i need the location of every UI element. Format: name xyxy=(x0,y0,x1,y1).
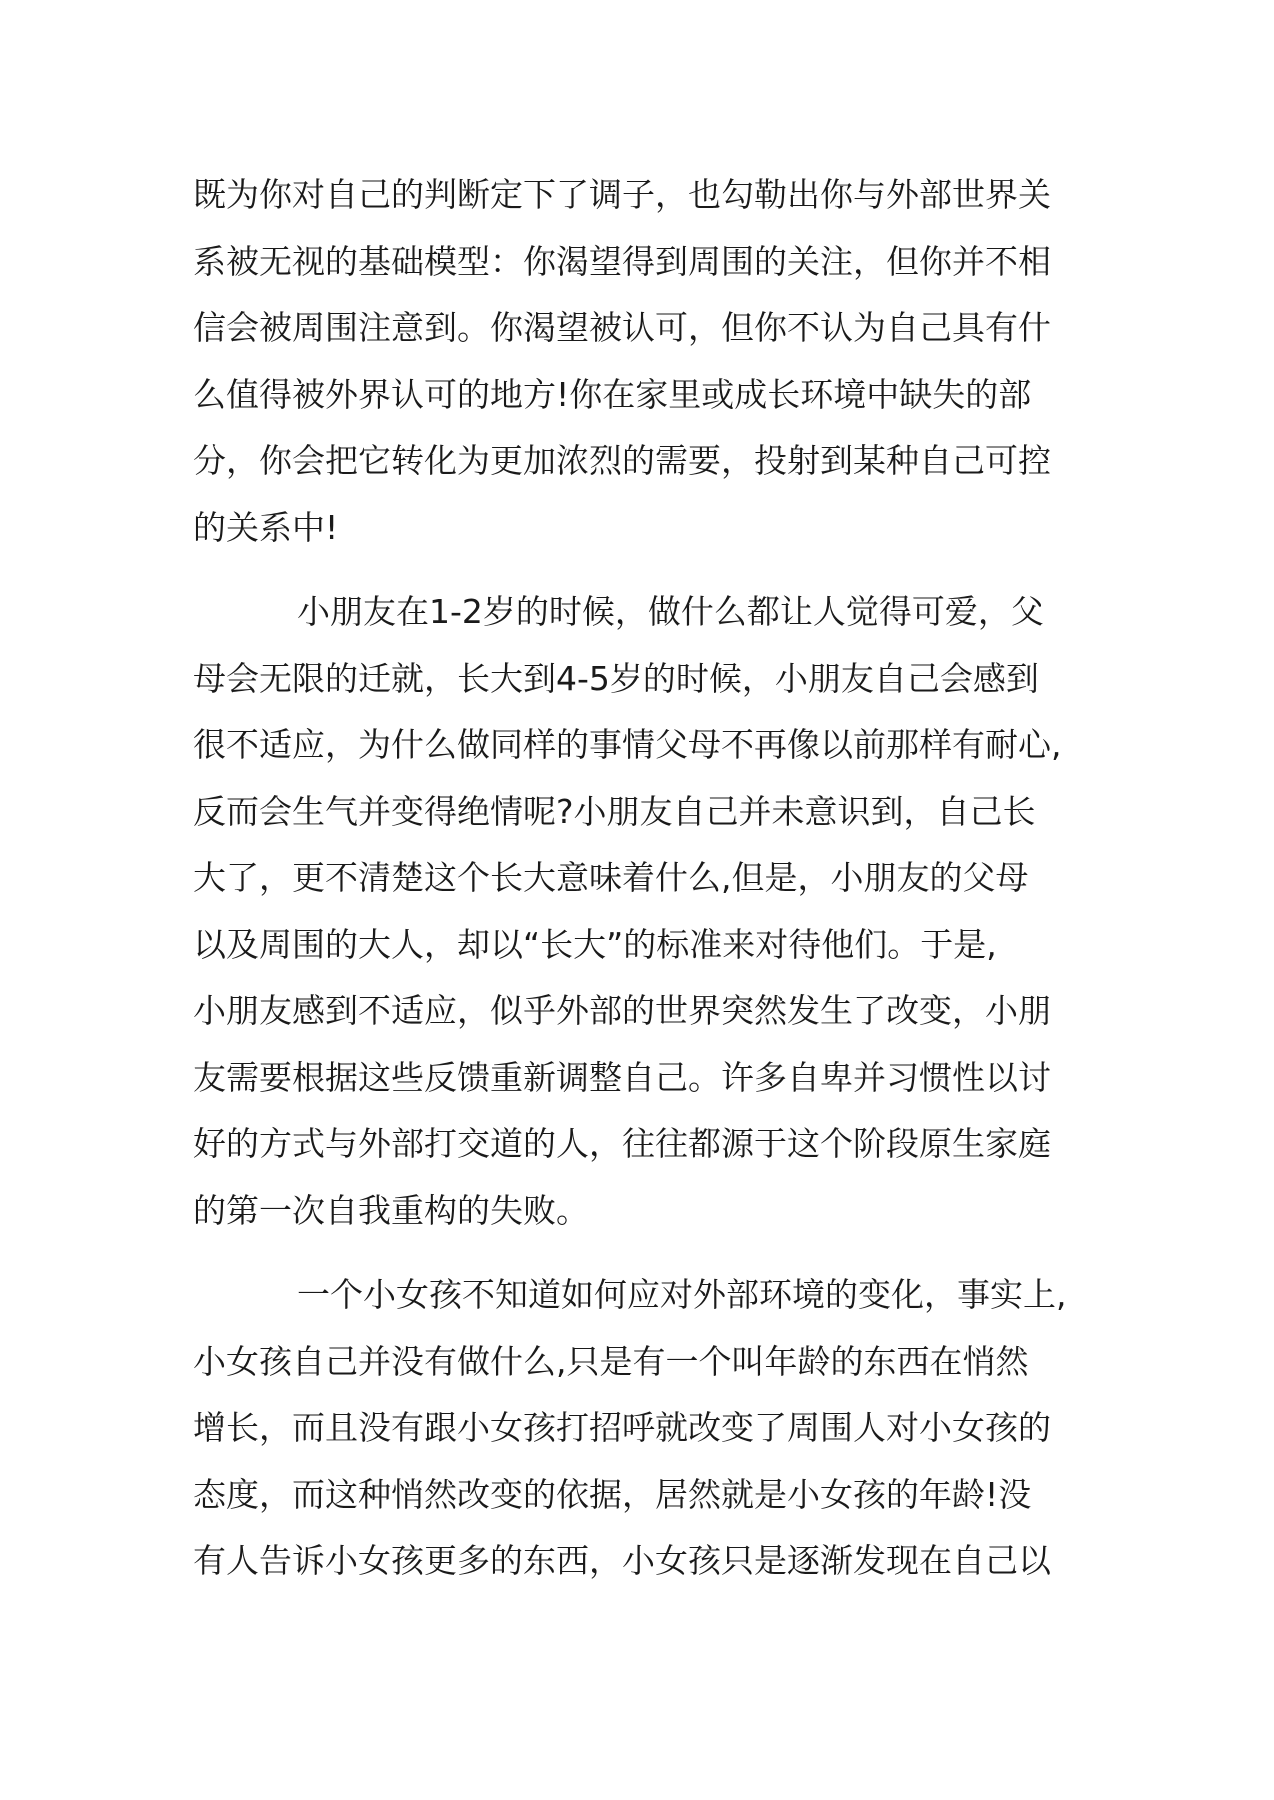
text-line: 的关系中! xyxy=(193,507,339,547)
text-line: 母会无限的迁就，长大到4-5岁的时候，小朋友自己会感到 xyxy=(193,658,1039,698)
text-line: 么值得被外界认可的地方!你在家里或成长环境中缺失的部 xyxy=(193,374,1032,414)
text-line: 好的方式与外部打交道的人，往往都源于这个阶段原生家庭 xyxy=(193,1124,1051,1163)
text-line: 的第一次自我重构的失败。 xyxy=(193,1190,589,1230)
text-line: 有人告诉小女孩更多的东西，小女孩只是逐渐发现在自己以 xyxy=(193,1541,1051,1580)
text-line: 很不适应，为什么做同样的事情父母不再像以前那样有耐心, xyxy=(193,725,1062,764)
paragraph-1 xyxy=(193,162,1093,561)
text-line: 态度，而这种悄然改变的依据，居然就是小女孩的年龄!没 xyxy=(193,1474,1032,1514)
text-line-first: 小朋友在1-2岁的时候，做什么都让人觉得可爱，父 xyxy=(297,592,1044,631)
paragraph-2 xyxy=(193,579,1093,1244)
text-line: 大了，更不清楚这个长大意味着什么,但是，小朋友的父母 xyxy=(193,858,1029,897)
text-line: 反而会生气并变得绝情呢?小朋友自己并未意识到，自己长 xyxy=(193,791,1036,831)
text-line: 以及周围的大人，却以“长大”的标准来对待他们。于是, xyxy=(193,924,997,964)
text-line: 增长，而且没有跟小女孩打招呼就改变了周围人对小女孩的 xyxy=(193,1408,1051,1447)
text-line-first: 一个小女孩不知道如何应对外部环境的变化，事实上, xyxy=(297,1275,1067,1314)
paragraph-3 xyxy=(193,1262,1093,1595)
document-body xyxy=(193,162,1093,1595)
paragraph-spacer xyxy=(193,561,1093,579)
text-line: 既为你对自己的判断定下了调子，也勾勒出你与外部世界关 xyxy=(193,175,1051,214)
paragraph-spacer xyxy=(193,1244,1093,1262)
text-line: 系被无视的基础模型：你渴望得到周围的关注，但你并不相 xyxy=(193,241,1051,281)
text-line: 友需要根据这些反馈重新调整自己。许多自卑并习惯性以讨 xyxy=(193,1057,1051,1097)
text-line: 信会被周围注意到。你渴望被认可，但你不认为自己具有什 xyxy=(193,308,1051,347)
text-line: 小女孩自己并没有做什么,只是有一个叫年龄的东西在悄然 xyxy=(193,1341,1029,1381)
text-line: 小朋友感到不适应，似乎外部的世界突然发生了改变，小朋 xyxy=(193,991,1051,1030)
text-line: 分，你会把它转化为更加浓烈的需要，投射到某种自己可控 xyxy=(193,441,1051,480)
